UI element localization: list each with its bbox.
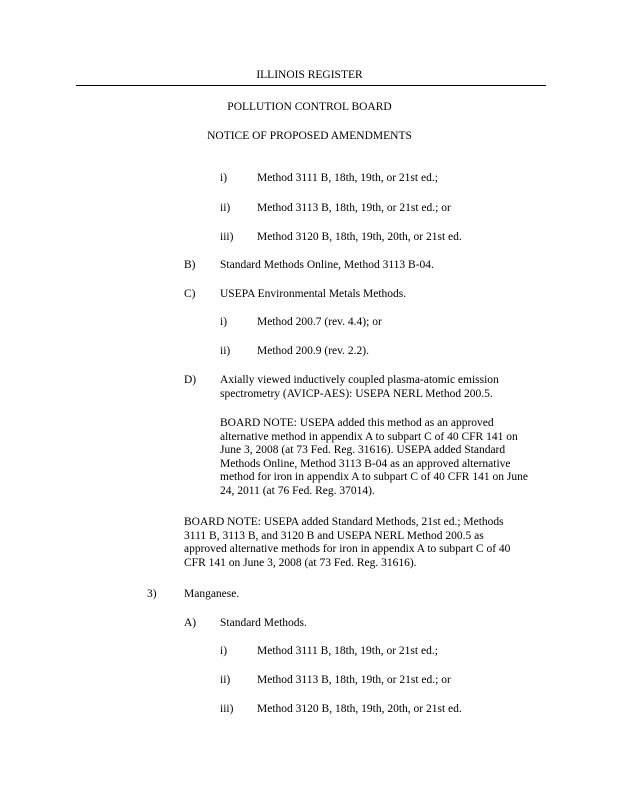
method-number: iii): [220, 703, 234, 715]
board-note-main: [184, 516, 510, 570]
method-number: ii): [220, 345, 231, 357]
method-text: Method 3113 B, 18th, 19th, or 21st ed.; or: [257, 674, 451, 686]
text-line: 24, 2011 (at 76 Fed. Reg. 37014).: [220, 484, 375, 497]
item-3-number: 3): [147, 588, 157, 600]
method-number: ii): [220, 202, 231, 214]
method-number: i): [220, 316, 228, 328]
method-number: i): [220, 645, 228, 657]
item-c-letter: C): [184, 288, 196, 300]
text-line: 3111 B, 3113 B, and 3120 B and USEPA NERL Method 200.5 as: [184, 529, 484, 542]
method-text: Method 200.9 (rev. 2.2).: [257, 345, 369, 357]
method-number: iii): [220, 231, 234, 243]
text-line: alternative method in appendix A to subpart C of 40 CFR 141 on: [220, 430, 518, 443]
text-line: approved alternative methods for iron in appendix A to subpart C of 40: [184, 543, 511, 555]
item-d-board-note: [220, 417, 528, 498]
item-d-text: [220, 374, 499, 401]
register-title: ILLINOIS REGISTER: [256, 69, 363, 81]
board-title: POLLUTION CONTROL BOARD: [227, 101, 392, 113]
method-text: Method 200.7 (rev. 4.4); or: [257, 316, 382, 328]
method-text: Method 3120 B, 18th, 19th, 20th, or 21st ed.: [257, 703, 462, 715]
header-rule: [76, 85, 546, 86]
method-text: Method 3111 B, 18th, 19th, or 21st ed.;: [257, 645, 438, 657]
item-3a-text: Standard Methods.: [220, 617, 307, 629]
text-line: method for iron in appendix A to subpart C of 40 CFR 141 on June: [220, 471, 528, 483]
method-number: i): [220, 172, 228, 184]
item-3a-letter: A): [184, 617, 197, 629]
item-3-text: Manganese.: [184, 588, 240, 600]
notice-title: NOTICE OF PROPOSED AMENDMENTS: [207, 130, 412, 142]
method-text: Method 3113 B, 18th, 19th, or 21st ed.; or: [257, 202, 451, 214]
item-d-letter: D): [184, 374, 197, 386]
text-line: Axially viewed inductively coupled plasma-atomic emission: [220, 374, 499, 386]
text-line: Methods Online, Method 3113 B-04 as an approved alternative: [220, 457, 511, 470]
text-line: BOARD NOTE: USEPA added this method as an approved: [220, 417, 494, 429]
method-text: Method 3120 B, 18th, 19th, 20th, or 21st ed.: [257, 231, 462, 243]
item-b-letter: B): [184, 259, 196, 271]
text-line: June 3, 2008 (at 73 Fed. Reg. 31616). USEPA added Standard: [220, 444, 506, 456]
method-text: Method 3111 B, 18th, 19th, or 21st ed.;: [257, 172, 438, 184]
item-b-text: Standard Methods Online, Method 3113 B-04.: [220, 259, 434, 271]
method-number: ii): [220, 674, 231, 686]
text-line: spectrometry (AVICP-AES): USEPA NERL Method 200.5.: [220, 387, 493, 400]
item-c-text: USEPA Environmental Metals Methods.: [220, 288, 407, 300]
text-line: BOARD NOTE: USEPA added Standard Methods, 21st ed.; Methods: [184, 516, 504, 528]
text-line: CFR 141 on June 3, 2008 (at 73 Fed. Reg. 31616).: [184, 556, 417, 569]
